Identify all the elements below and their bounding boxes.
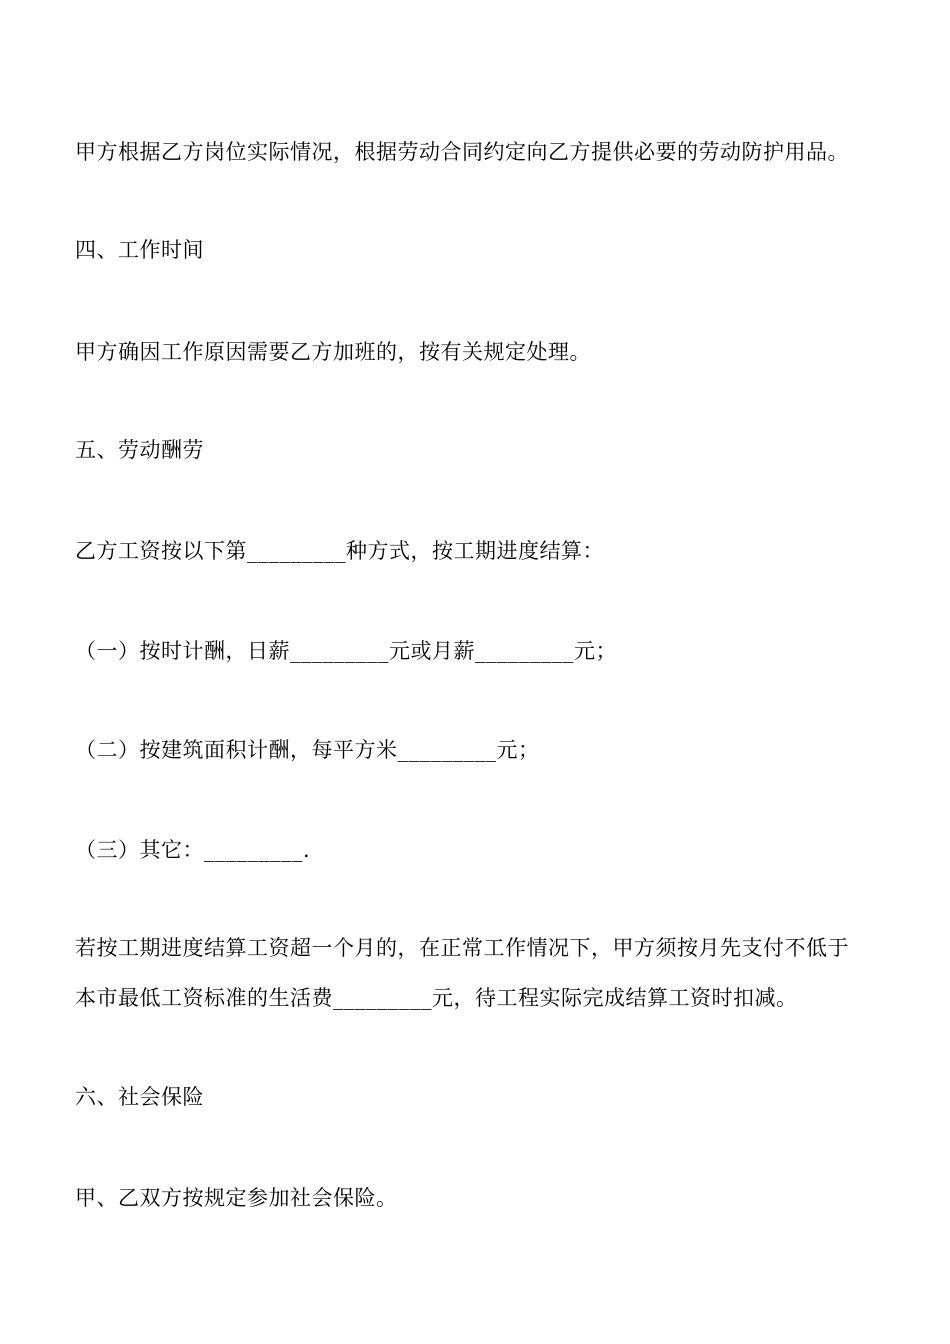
wage-option-area-based: （二）按建筑面积计酬，每平方米_________元； [75,738,540,762]
paragraph-wage-method: 乙方工资按以下第_________种方式，按工期进度结算： [75,539,604,563]
paragraph-overtime: 甲方确因工作原因需要乙方加班的，按有关规定处理。 [75,340,591,364]
paragraph-social-insurance: 甲、乙双方按规定参加社会保险。 [75,1186,398,1210]
paragraph-living-allowance-line1: 若按工期进度结算工资超一个月的，在正常工作情况下，甲方须按月先支付不低于 [75,936,849,960]
section-heading-remuneration: 五、劳动酬劳 [75,438,204,462]
section-heading-social-insurance: 六、社会保险 [75,1085,204,1109]
wage-option-time-based: （一）按时计酬，日薪_________元或月薪_________元； [75,639,617,663]
paragraph-protective-equipment: 甲方根据乙方岗位实际情况，根据劳动合同约定向乙方提供必要的劳动防护用品。 [75,140,849,164]
wage-option-other: （三）其它：_________. [75,838,311,862]
section-heading-working-hours: 四、工作时间 [75,238,204,262]
paragraph-living-allowance-line2: 本市最低工资标准的生活费_________元，待工程实际完成结算工资时扣减。 [75,986,798,1010]
